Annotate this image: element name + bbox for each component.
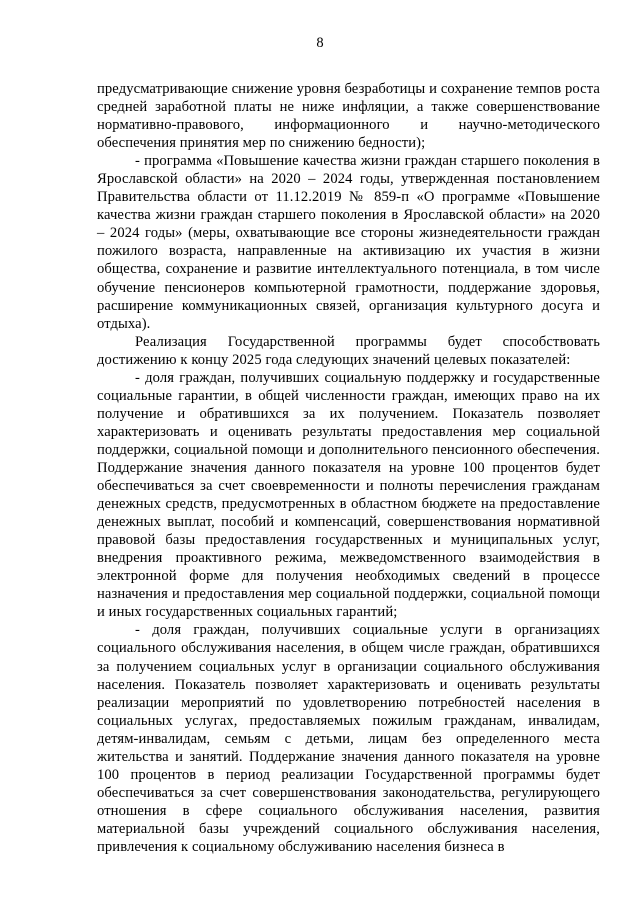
paragraph-target-indicators-intro: Реализация Государственной программы будет способствовать достижению к концу 2025 года следующих значений целевых показателей:: [97, 333, 600, 368]
paragraph-unemployment-measures: предусматривающие снижение уровня безработицы и сохранение темпов роста средней заработной платы не ниже инфляции, а также совершенствование нормативно-правового, информационного и научно-методического обеспечения принятия мер по снижению бедности);: [97, 81, 600, 152]
body-text: [97, 80, 600, 856]
paragraph-social-support-indicator: - доля граждан, получивших социальную поддержку и государственные социальные гарантии, в общей численности граждан, имеющих право на их получение и обратившихся за их получением. Показатель позволяет характеризовать и оценивать результаты предоставления мер социальной поддержки, социальной помощи и дополнительного пенсионного обеспечения. Поддержание значения данного показателя на уровне 100 процентов будет обеспечиваться за счет своевременности и полноты перечисления гражданам денежных средств, предусмотренных в областном бюджете на предоставление денежных выплат, пособий и компенсаций, совершенствования нормативной правовой базы предоставления государственных и муниципальных услуг, внедрения проактивного режима, межведомственного взаимодействия в электронной форме для получения необходимых сведений в процессе назначения и предоставления мер социальной поддержки, социальной помощи и иных государственных социальных гарантий;: [97, 369, 600, 621]
paragraph-social-services-indicator: - доля граждан, получивших социальные услуги в организациях социального обслуживания населения, в общем числе граждан, обратившихся за получением социальных услуг в организации социального обслуживания населения. Показатель позволяет характеризовать и оценивать результаты реализации мероприятий по удовлетворению потребностей населения в социальных услугах, предоставляемых пожилым гражданам, инвалидам, детям-инвалидам, семьям с детьми, лицам без определенного места жительства и занятий. Поддержание значения данного показателя на уровне 100 процентов в период реализации Государственной программы будет обеспечиваться за счет совершенствования законодательства, регулирующего отношения в сфере социального обслуживания населения, развития материальной базы учреждений социального обслуживания населения, привлечения к социальному обслуживанию населения бизнеса в: [97, 622, 600, 855]
paragraph-senior-program: - программа «Повышение качества жизни граждан старшего поколения в Ярославской области» на 2020 – 2024 годы, утвержденная постановлением Правительства области от 11.12.2019 № 859-п «О программе «Повышение качества жизни граждан старшего поколения в Ярославской области» на 2020 – 2024 годы» (меры, охватывающие все стороны жизнедеятельности граждан пожилого возраста, направленные на активизацию их участия в жизни общества, сохранение и развитие интеллектуального потенциала, в том числе обучение пенсионеров компьютерной грамотности, поддержание здоровья, расширение коммуникационных связей, организация культурного досуга и отдыха).: [97, 153, 600, 332]
page-number: 8: [316, 35, 324, 51]
